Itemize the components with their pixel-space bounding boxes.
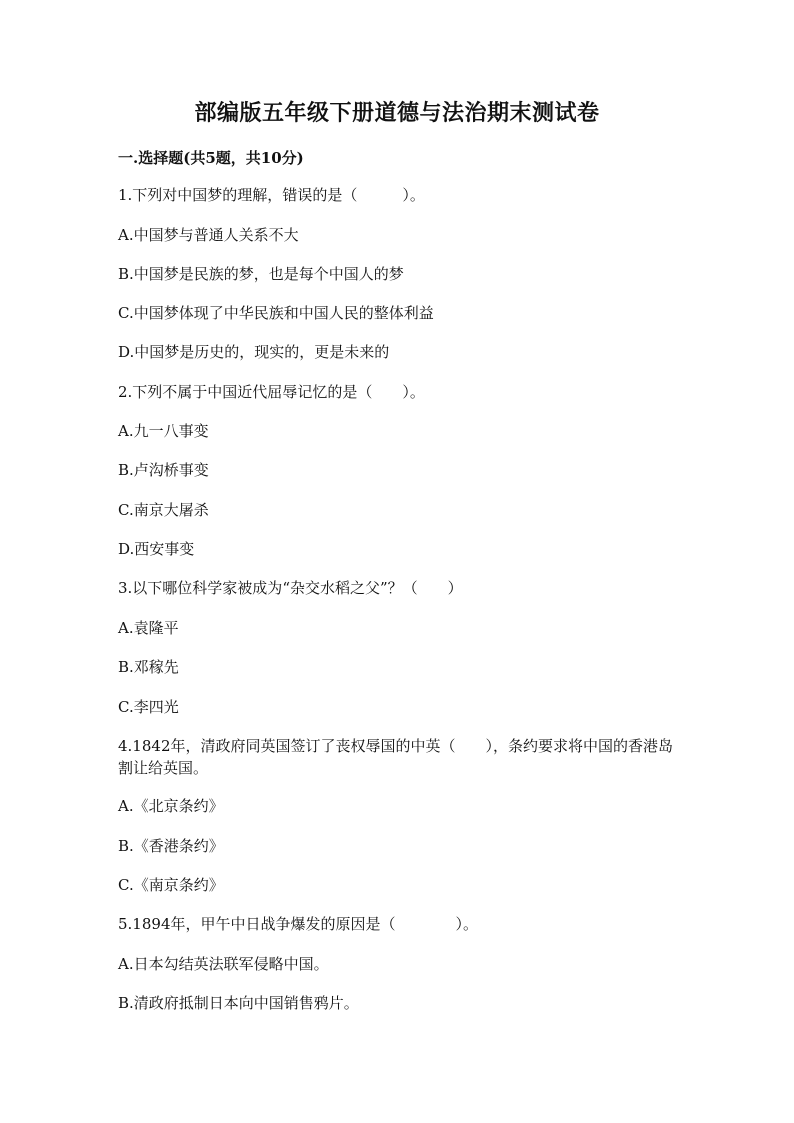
question-1-option-d: D.中国梦是历史的，现实的，更是未来的 <box>118 343 390 361</box>
question-5-stem: 5.1894年，甲午中日战争爆发的原因是（ ）。 <box>118 915 478 933</box>
question-2-option-c: C.南京大屠杀 <box>118 501 209 519</box>
question-4-option-a: A.《北京条约》 <box>118 797 224 815</box>
question-1-option-c: C.中国梦体现了中华民族和中国人民的整体利益 <box>118 304 434 322</box>
page-title: 部编版五年级下册道德与法治期末测试卷 <box>194 100 600 126</box>
question-1-stem: 1.下列对中国梦的理解，错误的是（ ）。 <box>118 186 425 204</box>
question-1-option-b: B.中国梦是民族的梦，也是每个中国人的梦 <box>118 265 404 283</box>
question-2-stem: 2.下列不属于中国近代屈辱记忆的是（ ）。 <box>118 383 425 401</box>
question-4-stem: 4.1842年，清政府同英国签订了丧权辱国的中英（ ），条约要求将中国的香港岛割让给英国。 <box>118 737 673 777</box>
question-4-option-b: B.《香港条约》 <box>118 837 224 855</box>
question-5-option-a: A.日本勾结英法联军侵略中国。 <box>118 955 329 973</box>
question-5-option-b: B.清政府抵制日本向中国销售鸦片。 <box>118 994 359 1012</box>
question-1-option-a: A.中国梦与普通人关系不大 <box>118 226 299 244</box>
question-3-option-c: C.李四光 <box>118 698 179 716</box>
question-3-stem: 3.以下哪位科学家被成为“杂交水稻之父”？（ ） <box>118 579 463 597</box>
section-heading: 一.选择题(共5题，共10分) <box>118 149 304 167</box>
question-2-option-d: D.西安事变 <box>118 540 195 558</box>
question-2-option-b: B.卢沟桥事变 <box>118 461 209 479</box>
question-4-option-c: C.《南京条约》 <box>118 876 224 894</box>
question-3-option-a: A.袁隆平 <box>118 619 179 637</box>
question-3-option-b: B.邓稼先 <box>118 658 179 676</box>
question-2-option-a: A.九一八事变 <box>118 422 209 440</box>
